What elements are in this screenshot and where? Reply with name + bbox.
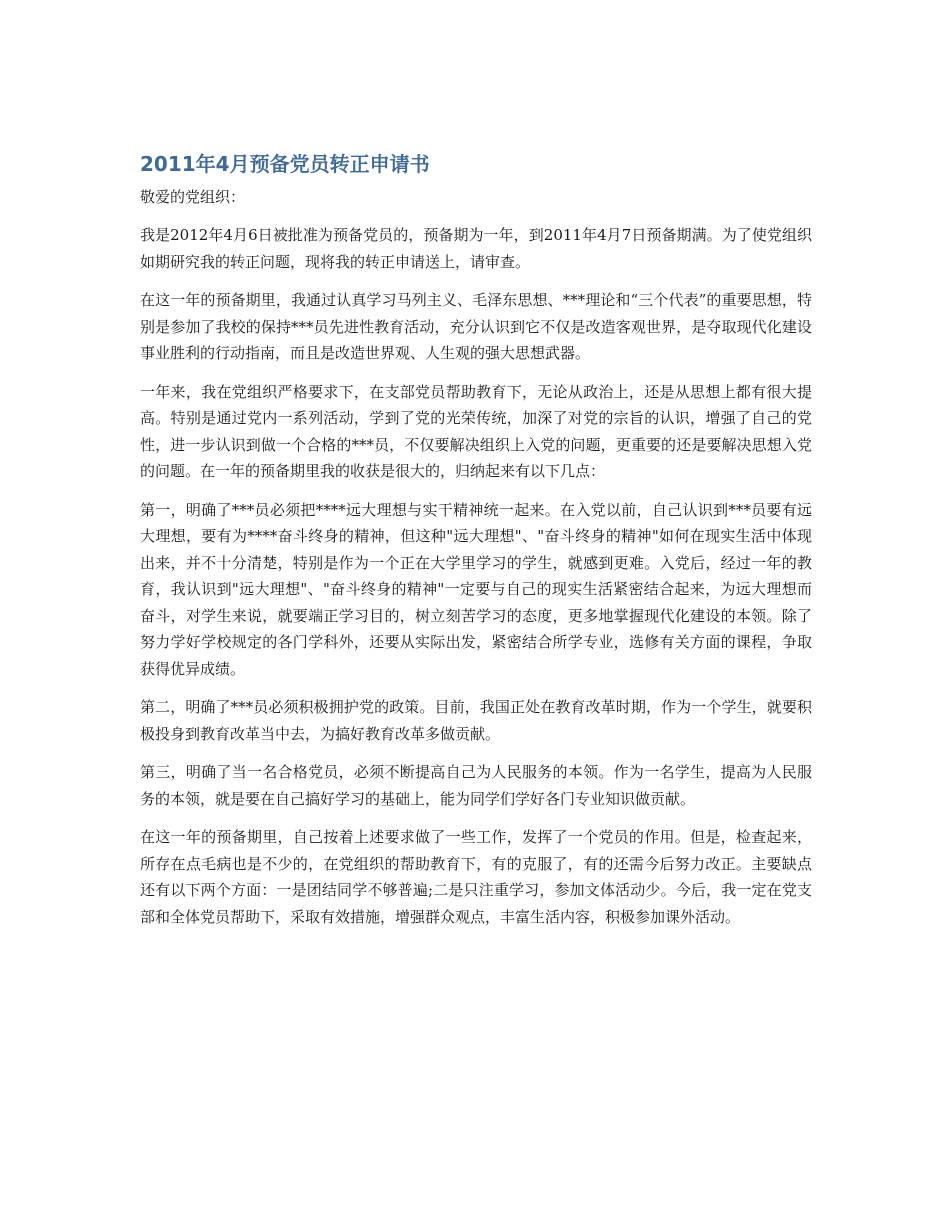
paragraph-1: 我是2012年4月6日被批准为预备党员的，预备期为一年，到2011年4月7日预备期满。为了使党组织如期研究我的转正问题，现将我的转正申请送上，请审查。 bbox=[140, 226, 812, 271]
paragraph-7: 在这一年的预备期里，自己按着上述要求做了一些工作，发挥了一个党员的作用。但是，检查起来，所存在点毛病也是不少的，在党组织的帮助教育下，有的克服了，有的还需今后努力改正。主要缺点还有以下两个方面：一是团结同学不够普遍;二是只注重学习，参加文体活动少。今后，我一定在党支部和全体党员帮助下，采取有效措施，增强群众观点，丰富生活内容，积极参加课外活动。 bbox=[140, 828, 812, 926]
paragraph-3: 一年来，我在党组织严格要求下，在支部党员帮助教育下，无论从政治上，还是从思想上都有很大提高。特别是通过党内一系列活动，学到了党的光荣传统，加深了对党的宗旨的认识，增强了自己的党性，进一步认识到做一个合格的***员，不仅要解决组织上入党的问题，更重要的还是要解决思想入党的问题。在一年的预备期里我的收获是很大的，归纳起来有以下几点： bbox=[140, 382, 812, 480]
paragraph-5: 第二，明确了***员必须积极拥护党的政策。目前，我国正处在教育改革时期，作为一个学生，就要积极投身到教育改革当中去，为搞好教育改革多做贡献。 bbox=[140, 698, 812, 743]
paragraph-2: 在这一年的预备期里，我通过认真学习马列主义、毛泽东思想、***理论和“三个代表”的重要思想，特别是参加了我校的保持***员先进性教育活动，充分认识到它不仅是改造客观世界，是夺取现代化建设事业胜利的行动指南，而且是改造世界观、人生观的强大思想武器。 bbox=[140, 291, 812, 362]
document-title: 2011年4月预备党员转正申请书 bbox=[140, 152, 430, 176]
paragraph-6: 第三，明确了当一名合格党员，必须不断提高自己为人民服务的本领。作为一名学生，提高为人民服务的本领，就是要在自己搞好学习的基础上，能为同学们学好各门专业知识做贡献。 bbox=[140, 763, 812, 808]
document-body bbox=[140, 150, 812, 942]
paragraph-4: 第一，明确了***员必须把****远大理想与实干精神统一起来。在入党以前，自己认识到***员要有远大理想，要有为****奋斗终身的精神，但这种"远大理想"、"奋斗终身的精神"如何在现实生活中体现出来，并不十分清楚，特别是作为一个正在大学里学习的学生，就感到更难。入党后，经过一年的教育，我认识到"远大理想"、"奋斗终身的精神"一定要与自己的现实生活紧密结合起来，为远大理想而奋斗，对学生来说，就要端正学习目的，树立刻苦学习的态度，更多地掌握现代化建设的本领。除了努力学好学校规定的各门学科外，还要从实际出发，紧密结合所学专业，选修有关方面的课程，争取获得优异成绩。 bbox=[140, 500, 812, 678]
salutation: 敬爱的党组织： bbox=[140, 188, 246, 206]
